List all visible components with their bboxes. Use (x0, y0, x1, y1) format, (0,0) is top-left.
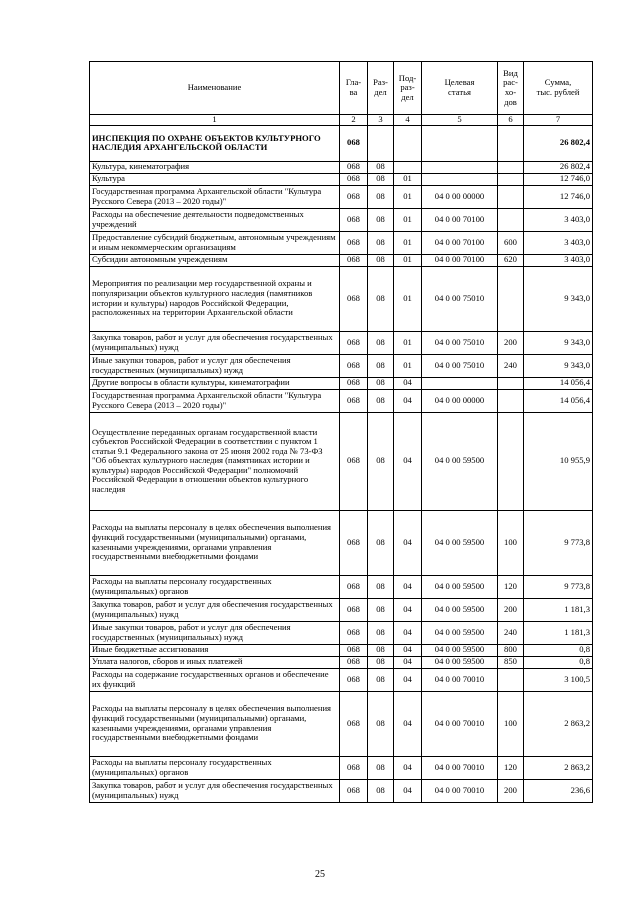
page-number: 25 (315, 869, 325, 880)
cell-name: Расходы на обеспечение деятельности подведомственных учреждений (90, 208, 340, 231)
cell-name: Расходы на содержание государственных органов и обеспечение их функций (90, 668, 340, 691)
cell-summa: 0,8 (524, 656, 593, 668)
cell-name: Закупка товаров, работ и услуг для обеспечения государственных (муниципальных) нужд (90, 598, 340, 621)
cell-summa: 14 056,4 (524, 377, 593, 389)
table-row (90, 161, 593, 173)
cell-summa: 0,8 (524, 644, 593, 656)
table-row (90, 377, 593, 389)
cell-podrazdel: 04 (394, 389, 422, 412)
cell-razdel: 08 (368, 231, 394, 254)
cell-statya: 04 0 00 75010 (422, 266, 498, 331)
cell-summa: 1 181,3 (524, 621, 593, 644)
cell-podrazdel: 04 (394, 656, 422, 668)
cell-name: Мероприятия по реализации мер государственной охраны и популяризации объектов культурного наследия (памятников истории и культуры) народов Российской Федерации, расположенных на территории Архангельской области (90, 266, 340, 331)
cell-glava: 068 (340, 691, 368, 756)
cell-razdel: 08 (368, 510, 394, 575)
cell-summa: 236,6 (524, 779, 593, 802)
cell-statya: 04 0 00 59500 (422, 644, 498, 656)
cell-summa: 26 802,4 (524, 125, 593, 161)
cell-razdel: 08 (368, 656, 394, 668)
cell-name: Другие вопросы в области культуры, кинематографии (90, 377, 340, 389)
cell-razdel: 08 (368, 185, 394, 208)
cell-statya: 04 0 00 75010 (422, 354, 498, 377)
cell-podrazdel: 01 (394, 185, 422, 208)
cell-razdel: 08 (368, 644, 394, 656)
cell-glava: 068 (340, 266, 368, 331)
cell-vid: 600 (498, 231, 524, 254)
cell-vid: 120 (498, 756, 524, 779)
cell-name: Уплата налогов, сборов и иных платежей (90, 656, 340, 668)
cell-glava: 068 (340, 389, 368, 412)
budget-table (89, 61, 593, 803)
cell-podrazdel: 01 (394, 354, 422, 377)
cell-glava: 068 (340, 125, 368, 161)
column-number: 3 (368, 115, 394, 126)
cell-razdel: 08 (368, 598, 394, 621)
cell-podrazdel: 01 (394, 331, 422, 354)
cell-vid (498, 185, 524, 208)
table-row (90, 756, 593, 779)
column-number: 5 (422, 115, 498, 126)
table-row (90, 254, 593, 266)
cell-name: Государственная программа Архангельской области "Культура Русского Севера (2013 – 2020 годы)" (90, 389, 340, 412)
cell-razdel: 08 (368, 331, 394, 354)
cell-summa: 12 746,0 (524, 185, 593, 208)
column-number: 2 (340, 115, 368, 126)
cell-podrazdel: 04 (394, 412, 422, 510)
cell-podrazdel: 01 (394, 231, 422, 254)
cell-razdel: 08 (368, 621, 394, 644)
cell-podrazdel: 04 (394, 691, 422, 756)
cell-razdel: 08 (368, 668, 394, 691)
cell-razdel: 08 (368, 354, 394, 377)
cell-podrazdel (394, 125, 422, 161)
cell-summa: 26 802,4 (524, 161, 593, 173)
cell-glava: 068 (340, 756, 368, 779)
table-row (90, 644, 593, 656)
cell-glava: 068 (340, 575, 368, 598)
cell-statya: 04 0 00 59500 (422, 656, 498, 668)
cell-summa: 9 343,0 (524, 266, 593, 331)
cell-podrazdel: 04 (394, 377, 422, 389)
table-row (90, 354, 593, 377)
cell-name: Закупка товаров, работ и услуг для обеспечения государственных (муниципальных) нужд (90, 779, 340, 802)
cell-glava: 068 (340, 173, 368, 185)
header-razdel: Раз- дел (368, 62, 394, 115)
cell-name: ИНСПЕКЦИЯ ПО ОХРАНЕ ОБЪЕКТОВ КУЛЬТУРНОГО НАСЛЕДИЯ АРХАНГЕЛЬСКОЙ ОБЛАСТИ (90, 125, 340, 161)
cell-statya: 04 0 00 70100 (422, 208, 498, 231)
table-body (90, 125, 593, 802)
cell-glava: 068 (340, 354, 368, 377)
cell-glava: 068 (340, 231, 368, 254)
cell-summa: 9 773,8 (524, 510, 593, 575)
cell-summa: 3 403,0 (524, 254, 593, 266)
table-row (90, 779, 593, 802)
cell-vid: 620 (498, 254, 524, 266)
cell-glava: 068 (340, 412, 368, 510)
cell-podrazdel: 04 (394, 779, 422, 802)
cell-statya (422, 377, 498, 389)
header-statya: Целевая статья (422, 62, 498, 115)
cell-podrazdel: 01 (394, 173, 422, 185)
cell-vid (498, 668, 524, 691)
cell-summa: 3 403,0 (524, 231, 593, 254)
header-glava: Гла- ва (340, 62, 368, 115)
cell-vid (498, 389, 524, 412)
cell-razdel: 08 (368, 756, 394, 779)
cell-vid (498, 161, 524, 173)
cell-podrazdel: 04 (394, 598, 422, 621)
cell-razdel: 08 (368, 389, 394, 412)
cell-vid: 800 (498, 644, 524, 656)
cell-name: Расходы на выплаты персоналу государственных (муниципальных) органов (90, 756, 340, 779)
cell-summa: 9 773,8 (524, 575, 593, 598)
cell-name: Расходы на выплаты персоналу в целях обеспечения выполнения функций государственными (муниципальными) органами, казенными учреждениями, органами управления государственными внебюджетными фондами (90, 691, 340, 756)
cell-statya: 04 0 00 59500 (422, 412, 498, 510)
table-row (90, 185, 593, 208)
column-number: 4 (394, 115, 422, 126)
cell-name: Государственная программа Архангельской области "Культура Русского Севера (2013 – 2020 годы)" (90, 185, 340, 208)
cell-statya: 04 0 00 00000 (422, 185, 498, 208)
table-row (90, 510, 593, 575)
cell-summa: 12 746,0 (524, 173, 593, 185)
cell-summa: 9 343,0 (524, 354, 593, 377)
cell-podrazdel: 04 (394, 756, 422, 779)
cell-glava: 068 (340, 161, 368, 173)
cell-vid: 200 (498, 598, 524, 621)
cell-statya: 04 0 00 70010 (422, 756, 498, 779)
cell-glava: 068 (340, 185, 368, 208)
header-vid: Вид рас- хо- дов (498, 62, 524, 115)
cell-razdel: 08 (368, 161, 394, 173)
cell-statya: 04 0 00 70010 (422, 691, 498, 756)
cell-statya: 04 0 00 59500 (422, 621, 498, 644)
cell-razdel: 08 (368, 412, 394, 510)
table-row (90, 598, 593, 621)
cell-glava: 068 (340, 254, 368, 266)
cell-vid: 240 (498, 354, 524, 377)
cell-glava: 068 (340, 656, 368, 668)
table-row (90, 691, 593, 756)
cell-glava: 068 (340, 644, 368, 656)
cell-statya: 04 0 00 70010 (422, 779, 498, 802)
header-row (90, 62, 593, 115)
cell-name: Осуществление переданных органам государственной власти субъектов Российской Федерации в соответствии с пунктом 1 статьи 9.1 Федерального закона от 25 июня 2002 года № 73-ФЗ "Об объектах культурного наследия (памятниках истории и культуры) народов Российской Федерации" полномочий Российской Федерации в отношении объектов культурного наследия (90, 412, 340, 510)
cell-razdel: 08 (368, 266, 394, 331)
cell-statya: 04 0 00 59500 (422, 575, 498, 598)
cell-podrazdel: 04 (394, 510, 422, 575)
table-row (90, 621, 593, 644)
table-row (90, 656, 593, 668)
cell-name: Расходы на выплаты персоналу государственных (муниципальных) органов (90, 575, 340, 598)
cell-glava: 068 (340, 598, 368, 621)
cell-vid (498, 266, 524, 331)
cell-summa: 1 181,3 (524, 598, 593, 621)
cell-statya: 04 0 00 75010 (422, 331, 498, 354)
cell-summa: 2 863,2 (524, 756, 593, 779)
cell-name: Иные бюджетные ассигнования (90, 644, 340, 656)
table-row (90, 208, 593, 231)
cell-podrazdel: 01 (394, 266, 422, 331)
cell-glava: 068 (340, 208, 368, 231)
table-row (90, 575, 593, 598)
table-row (90, 412, 593, 510)
cell-name: Культура (90, 173, 340, 185)
cell-vid (498, 412, 524, 510)
header-name: Наименование (90, 62, 340, 115)
table-row (90, 266, 593, 331)
cell-vid: 200 (498, 779, 524, 802)
table-row (90, 173, 593, 185)
cell-vid: 200 (498, 331, 524, 354)
cell-statya (422, 173, 498, 185)
cell-statya: 04 0 00 59500 (422, 598, 498, 621)
table-row (90, 125, 593, 161)
cell-name: Закупка товаров, работ и услуг для обеспечения государственных (муниципальных) нужд (90, 331, 340, 354)
cell-podrazdel (394, 161, 422, 173)
cell-razdel: 08 (368, 575, 394, 598)
cell-vid (498, 377, 524, 389)
cell-vid (498, 208, 524, 231)
cell-vid: 100 (498, 691, 524, 756)
cell-podrazdel: 04 (394, 621, 422, 644)
cell-razdel: 08 (368, 208, 394, 231)
cell-glava: 068 (340, 331, 368, 354)
cell-statya (422, 125, 498, 161)
cell-razdel: 08 (368, 377, 394, 389)
cell-summa: 3 100,5 (524, 668, 593, 691)
column-number: 1 (90, 115, 340, 126)
cell-statya: 04 0 00 59500 (422, 510, 498, 575)
cell-razdel: 08 (368, 254, 394, 266)
cell-vid (498, 173, 524, 185)
column-number: 6 (498, 115, 524, 126)
cell-name: Предоставление субсидий бюджетным, автономным учреждениям и иным некоммерческим организациям (90, 231, 340, 254)
cell-summa: 9 343,0 (524, 331, 593, 354)
cell-name: Субсидии автономным учреждениям (90, 254, 340, 266)
cell-podrazdel: 01 (394, 208, 422, 231)
table-row (90, 668, 593, 691)
cell-podrazdel: 01 (394, 254, 422, 266)
header-summa: Сумма, тыс. рублей (524, 62, 593, 115)
cell-statya: 04 0 00 70010 (422, 668, 498, 691)
cell-summa: 14 056,4 (524, 389, 593, 412)
cell-name: Иные закупки товаров, работ и услуг для обеспечения государственных (муниципальных) нужд (90, 621, 340, 644)
cell-glava: 068 (340, 668, 368, 691)
cell-podrazdel: 04 (394, 644, 422, 656)
cell-razdel: 08 (368, 691, 394, 756)
table-row (90, 231, 593, 254)
cell-summa: 10 955,9 (524, 412, 593, 510)
cell-razdel: 08 (368, 779, 394, 802)
cell-vid: 100 (498, 510, 524, 575)
cell-name: Иные закупки товаров, работ и услуг для обеспечения государственных (муниципальных) нужд (90, 354, 340, 377)
cell-vid: 850 (498, 656, 524, 668)
cell-summa: 2 863,2 (524, 691, 593, 756)
column-number: 7 (524, 115, 593, 126)
cell-glava: 068 (340, 621, 368, 644)
cell-statya: 04 0 00 70100 (422, 254, 498, 266)
cell-glava: 068 (340, 779, 368, 802)
table-row (90, 389, 593, 412)
cell-statya: 04 0 00 00000 (422, 389, 498, 412)
cell-razdel (368, 125, 394, 161)
cell-vid (498, 125, 524, 161)
cell-razdel: 08 (368, 173, 394, 185)
cell-summa: 3 403,0 (524, 208, 593, 231)
cell-vid: 120 (498, 575, 524, 598)
table-row (90, 331, 593, 354)
cell-podrazdel: 04 (394, 575, 422, 598)
header-podrazdel: Под- раз- дел (394, 62, 422, 115)
cell-podrazdel: 04 (394, 668, 422, 691)
cell-glava: 068 (340, 377, 368, 389)
cell-glava: 068 (340, 510, 368, 575)
cell-vid: 240 (498, 621, 524, 644)
cell-name: Культура, кинематография (90, 161, 340, 173)
cell-name: Расходы на выплаты персоналу в целях обеспечения выполнения функций государственными (муниципальными) органами, казенными учреждениями, органами управления государственными внебюджетными фондами (90, 510, 340, 575)
cell-statya (422, 161, 498, 173)
column-number-row (90, 115, 593, 126)
cell-statya: 04 0 00 70100 (422, 231, 498, 254)
